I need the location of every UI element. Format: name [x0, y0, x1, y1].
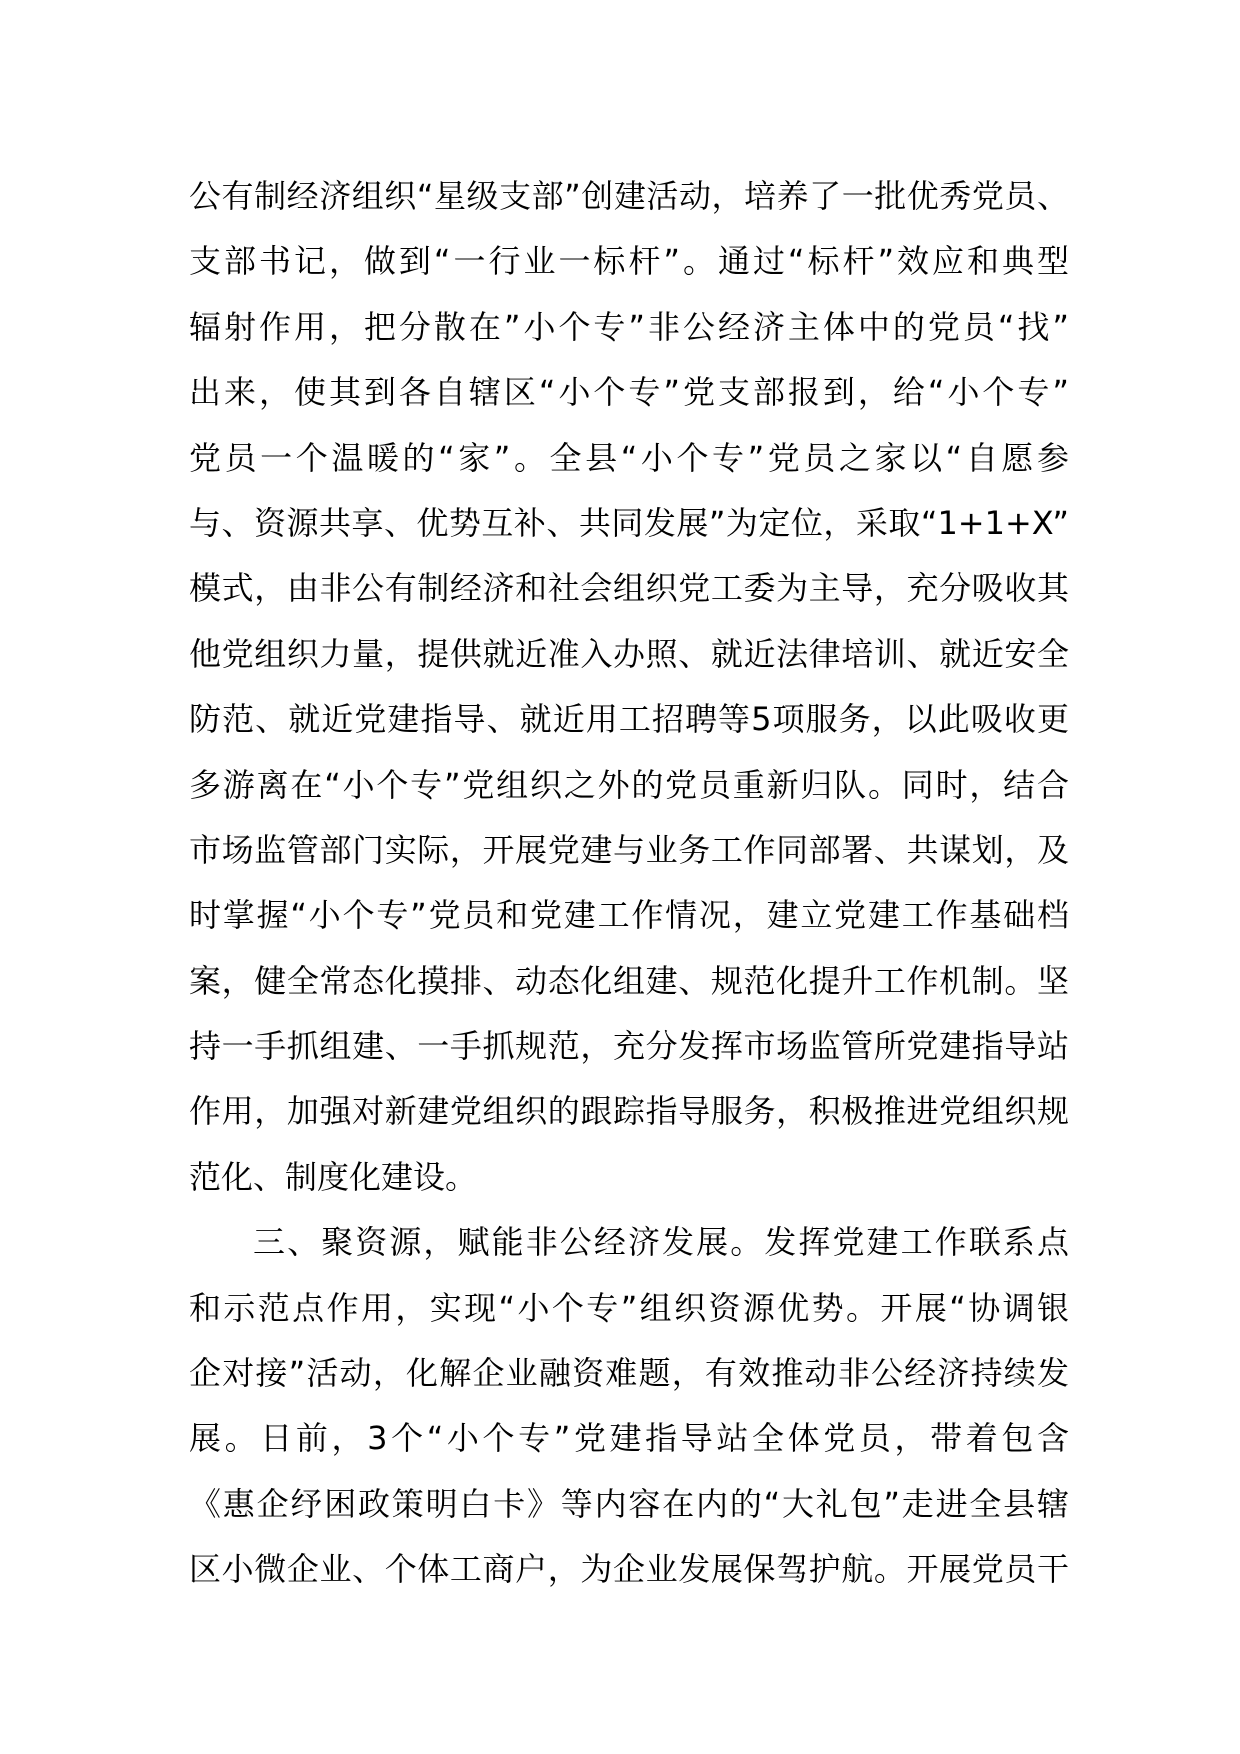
text-line-14: 持一手抓组建、一手抓规范，充分发挥市场监管所党建指导站 [189, 1027, 1069, 1066]
text-line-6: 与、资源共享、优势互补、共同发展”为定位，采取“1+1+X” [189, 503, 1069, 542]
body-text [189, 164, 1069, 1603]
text-line-15: 作用，加强对新建党组织的跟踪指导服务，积极推进党组织规 [189, 1092, 1069, 1131]
text-line-5: 党员一个温暖的“家”。全县“小个专”党员之家以“自愿参 [189, 438, 1069, 477]
text-line-20: 展。日前，3个“小个专”党建指导站全体党员，带着包含 [189, 1419, 1069, 1458]
text-line-3: 辐射作用，把分散在”小个专”非公经济主体中的党员“找” [189, 307, 1069, 346]
text-line-4: 出来，使其到各自辖区“小个专”党支部报到，给“小个专” [189, 373, 1069, 412]
text-line-12: 时掌握“小个专”党员和党建工作情况，建立党建工作基础档 [189, 896, 1069, 935]
text-line-11: 市场监管部门实际，开展党建与业务工作同部署、共谋划，及 [189, 830, 1069, 869]
text-line-16: 范化、制度化建设。 [189, 1157, 478, 1196]
text-line-13: 案，健全常态化摸排、动态化组建、规范化提升工作机制。坚 [189, 961, 1069, 1000]
text-line-8: 他党组织力量，提供就近准入办照、就近法律培训、就近安全 [189, 634, 1069, 673]
text-line-7: 模式，由非公有制经济和社会组织党工委为主导，充分吸收其 [189, 569, 1069, 608]
text-line-18: 和示范点作用，实现“小个专”组织资源优势。开展“协调银 [189, 1288, 1069, 1327]
text-line-2: 支部书记，做到“一行业一标杆”。通过“标杆”效应和典型 [189, 242, 1069, 281]
text-line-22: 区小微企业、个体工商户，为企业发展保驾护航。开展党员干 [189, 1550, 1069, 1589]
text-line-1: 公有制经济组织“星级支部”创建活动，培养了一批优秀党员、 [189, 177, 1069, 215]
text-line-17: 三、聚资源，赋能非公经济发展。发挥党建工作联系点 [253, 1223, 1069, 1262]
text-line-9: 防范、就近党建指导、就近用工招聘等5项服务，以此吸收更 [189, 700, 1069, 739]
text-line-19: 企对接”活动，化解企业融资难题，有效推动非公经济持续发 [189, 1354, 1069, 1393]
text-line-21: 《惠企纾困政策明白卡》等内容在内的“大礼包”走进全县辖 [189, 1484, 1069, 1523]
text-line-10: 多游离在“小个专”党组织之外的党员重新归队。同时，结合 [189, 765, 1069, 804]
